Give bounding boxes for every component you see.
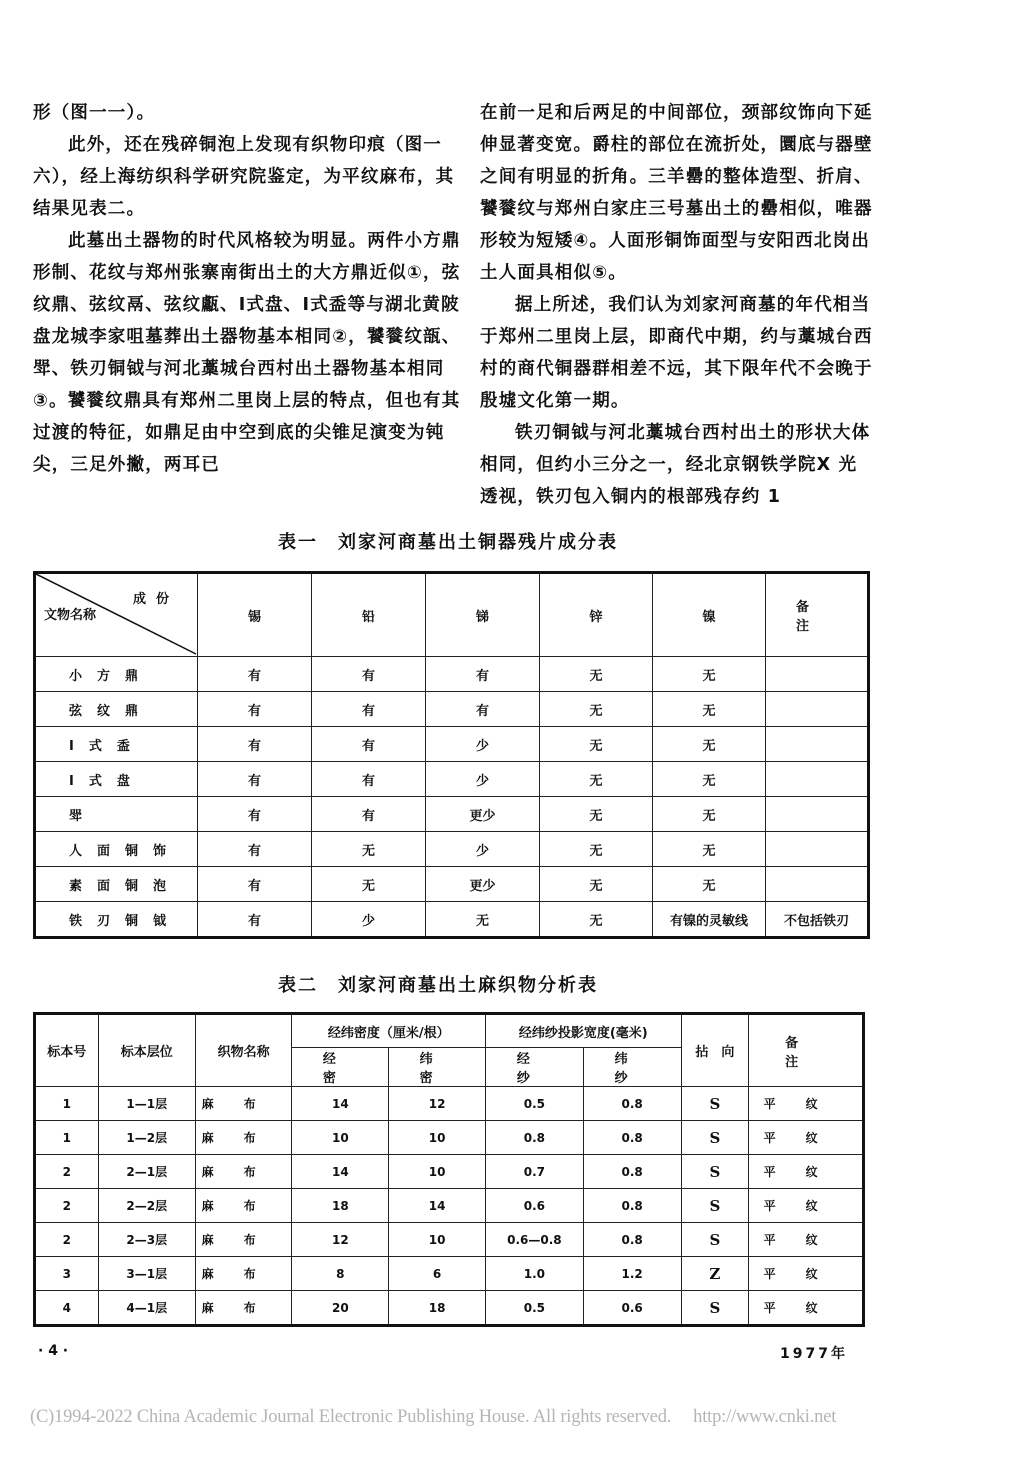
header-warp-yarn: 经 纱	[486, 1048, 584, 1087]
weft-density-cell: 6	[389, 1257, 486, 1291]
composition-table	[33, 571, 879, 939]
header-fabric: 织物名称	[195, 1014, 292, 1087]
notes-cell: 平纹	[749, 1257, 864, 1291]
specimen-no-cell: 2	[35, 1155, 99, 1189]
composition-cell: 无	[540, 727, 653, 762]
composition-cell: 无	[540, 867, 653, 902]
composition-cell: 有	[312, 797, 426, 832]
warp-yarn-cell: 0.7	[486, 1155, 584, 1189]
corner-column-label: 成份	[132, 592, 179, 607]
header-warp-density: 经 密	[292, 1048, 389, 1087]
header-specimen-no: 标本号	[35, 1014, 99, 1087]
issue-year: 1977年	[780, 1346, 848, 1362]
twist-cell: S	[681, 1087, 749, 1121]
table1-row	[35, 727, 869, 762]
artifact-name: 铁刃铜钺	[35, 902, 198, 938]
left-text-column	[33, 97, 467, 481]
warp-yarn-cell: 0.6	[486, 1189, 584, 1223]
twist-cell: S	[681, 1189, 749, 1223]
paragraph: 铁刃铜钺与河北藁城台西村出土的形状大体相同，但约小三分之一，经北京钢铁学院X 光透视，铁刃包入铜内的根部残存约 1	[480, 423, 871, 507]
weft-yarn-cell: 0.8	[583, 1087, 681, 1121]
composition-cell	[766, 762, 869, 797]
composition-cell: 不包括铁刃	[766, 902, 869, 938]
composition-cell: 无	[540, 797, 653, 832]
header-width-group: 经纬纱投影宽度(毫米)	[486, 1014, 682, 1048]
layer-cell: 2—3层	[98, 1223, 195, 1257]
twist-cell: Z	[681, 1257, 749, 1291]
layer-cell: 1—1层	[98, 1087, 195, 1121]
column-header: 锡	[198, 573, 312, 657]
composition-cell: 有	[198, 797, 312, 832]
composition-cell: 有	[198, 832, 312, 867]
specimen-no-cell: 1	[35, 1087, 99, 1121]
composition-cell: 有	[426, 657, 540, 692]
table2-title: 表二 刘家河商墓出土麻织物分析表	[278, 975, 598, 996]
layer-cell: 4—1层	[98, 1291, 195, 1326]
table1-row	[35, 867, 869, 902]
composition-cell	[766, 832, 869, 867]
warp-density-cell: 20	[292, 1291, 389, 1326]
composition-cell: 无	[653, 762, 766, 797]
composition-cell: 无	[540, 902, 653, 938]
composition-cell: 有	[312, 762, 426, 797]
table1-row	[35, 692, 869, 727]
table1-corner-header	[35, 573, 198, 657]
warp-yarn-cell: 0.8	[486, 1121, 584, 1155]
composition-cell: 无	[653, 657, 766, 692]
corner-row-label: 文物名称	[44, 608, 97, 623]
layer-cell: 2—2层	[98, 1189, 195, 1223]
paragraph: 形（图一一）。	[33, 103, 156, 123]
table1-row	[35, 832, 869, 867]
table2-row	[35, 1087, 864, 1121]
composition-cell: 无	[312, 867, 426, 902]
weft-yarn-cell: 0.6	[583, 1291, 681, 1326]
fabric-cell: 麻布	[195, 1189, 292, 1223]
column-header: 备 注	[766, 573, 869, 657]
header-weft-density: 纬 密	[389, 1048, 486, 1087]
composition-cell	[766, 727, 869, 762]
column-header: 铅	[312, 573, 426, 657]
table2-row	[35, 1257, 864, 1291]
notes-cell: 平纹	[749, 1189, 864, 1223]
column-header: 镍	[653, 573, 766, 657]
artifact-name: 素面铜泡	[35, 867, 198, 902]
twist-cell: S	[681, 1121, 749, 1155]
weft-yarn-cell: 0.8	[583, 1155, 681, 1189]
table1-row	[35, 797, 869, 832]
composition-cell	[766, 692, 869, 727]
fabric-cell: 麻布	[195, 1155, 292, 1189]
column-header: 锑	[426, 573, 540, 657]
warp-density-cell: 14	[292, 1155, 389, 1189]
warp-yarn-cell: 0.5	[486, 1291, 584, 1326]
composition-cell	[766, 797, 869, 832]
right-text-column	[480, 97, 874, 513]
composition-cell: 无	[540, 692, 653, 727]
fabric-cell: 麻布	[195, 1257, 292, 1291]
composition-cell: 有	[198, 657, 312, 692]
weft-density-cell: 14	[389, 1189, 486, 1223]
table2-row	[35, 1121, 864, 1155]
paragraph: 此外，还在残碎铜泡上发现有织物印痕（图一六），经上海纺织科学研究院鉴定，为平纹麻布，其结果见表二。	[33, 135, 455, 219]
notes-cell: 平纹	[749, 1155, 864, 1189]
composition-cell: 无	[540, 657, 653, 692]
specimen-no-cell: 4	[35, 1291, 99, 1326]
composition-cell: 无	[653, 832, 766, 867]
layer-cell: 2—1层	[98, 1155, 195, 1189]
header-twist: 拈 向	[681, 1014, 749, 1087]
composition-cell: 有	[312, 657, 426, 692]
layer-cell: 3—1层	[98, 1257, 195, 1291]
composition-cell: 有	[198, 867, 312, 902]
artifact-name: 斝	[35, 797, 198, 832]
fabric-cell: 麻布	[195, 1087, 292, 1121]
composition-cell: 少	[426, 762, 540, 797]
notes-cell: 平纹	[749, 1121, 864, 1155]
notes-cell: 平纹	[749, 1291, 864, 1326]
paragraph: 在前一足和后两足的中间部位，颈部纹饰向下延伸显著变宽。爵柱的部位在流折处，圜底与器壁之间有明显的折角。三羊罍的整体造型、折肩、饕餮纹与郑州白家庄三号墓出土的罍相似，唯器形较为短矮④。人面形铜饰面型与安阳西北岗出土人面具相似⑤。	[480, 103, 873, 283]
twist-cell: S	[681, 1291, 749, 1326]
weft-density-cell: 10	[389, 1223, 486, 1257]
composition-cell: 无	[653, 727, 766, 762]
fabric-cell: 麻布	[195, 1223, 292, 1257]
composition-cell: 无	[653, 797, 766, 832]
table2-row	[35, 1291, 864, 1326]
copyright-watermark	[30, 1407, 836, 1428]
warp-density-cell: 12	[292, 1223, 389, 1257]
composition-cell: 少	[426, 727, 540, 762]
header-density-group: 经纬密度（厘米/根）	[292, 1014, 486, 1048]
notes-cell: 平纹	[749, 1223, 864, 1257]
source-url: http://www.cnki.net	[693, 1407, 837, 1427]
specimen-no-cell: 2	[35, 1223, 99, 1257]
composition-cell: 无	[540, 762, 653, 797]
warp-yarn-cell: 1.0	[486, 1257, 584, 1291]
composition-cell: 无	[540, 832, 653, 867]
composition-cell: 更少	[426, 867, 540, 902]
page-number: · 4 ·	[38, 1343, 69, 1359]
composition-cell: 有	[198, 762, 312, 797]
composition-cell: 无	[426, 902, 540, 938]
weft-yarn-cell: 0.8	[583, 1121, 681, 1155]
notes-cell: 平纹	[749, 1087, 864, 1121]
composition-cell: 有	[312, 692, 426, 727]
composition-cell: 有镍的灵敏线	[653, 902, 766, 938]
composition-cell: 更少	[426, 797, 540, 832]
copyright-text: (C)1994-2022 China Academic Journal Electronic Publishing House. All rights reserved.	[30, 1407, 672, 1427]
column-header: 锌	[540, 573, 653, 657]
warp-yarn-cell: 0.5	[486, 1087, 584, 1121]
warp-yarn-cell: 0.6—0.8	[486, 1223, 584, 1257]
weft-yarn-cell: 1.2	[583, 1257, 681, 1291]
composition-cell: 有	[426, 692, 540, 727]
layer-cell: 1—2层	[98, 1121, 195, 1155]
weft-density-cell: 10	[389, 1121, 486, 1155]
composition-cell: 无	[312, 832, 426, 867]
artifact-name: Ⅰ式盘	[35, 762, 198, 797]
composition-cell: 少	[312, 902, 426, 938]
weft-yarn-cell: 0.8	[583, 1223, 681, 1257]
artifact-name: 小方鼎	[35, 657, 198, 692]
table2-row	[35, 1189, 864, 1223]
table1-row	[35, 902, 869, 938]
table1-row	[35, 657, 869, 692]
table2-row	[35, 1155, 864, 1189]
fabric-cell: 麻布	[195, 1121, 292, 1155]
composition-cell: 无	[653, 692, 766, 727]
header-layer: 标本层位	[98, 1014, 195, 1087]
textile-analysis-table	[33, 1012, 868, 1327]
composition-cell: 无	[653, 867, 766, 902]
warp-density-cell: 10	[292, 1121, 389, 1155]
weft-yarn-cell: 0.8	[583, 1189, 681, 1223]
composition-cell: 有	[198, 727, 312, 762]
composition-cell	[766, 657, 869, 692]
table1-header-row	[35, 573, 869, 657]
twist-cell: S	[681, 1155, 749, 1189]
fabric-cell: 麻布	[195, 1291, 292, 1326]
specimen-no-cell: 3	[35, 1257, 99, 1291]
warp-density-cell: 8	[292, 1257, 389, 1291]
composition-cell: 有	[312, 727, 426, 762]
artifact-name: 人面铜饰	[35, 832, 198, 867]
warp-density-cell: 18	[292, 1189, 389, 1223]
weft-density-cell: 10	[389, 1155, 486, 1189]
composition-cell: 少	[426, 832, 540, 867]
table1-row	[35, 762, 869, 797]
weft-density-cell: 18	[389, 1291, 486, 1326]
header-notes: 备 注	[749, 1014, 864, 1087]
table2-header-row	[35, 1014, 864, 1048]
table1-title: 表一 刘家河商墓出土铜器残片成分表	[278, 532, 618, 553]
composition-cell	[766, 867, 869, 902]
weft-density-cell: 12	[389, 1087, 486, 1121]
twist-cell: S	[681, 1223, 749, 1257]
paragraph: 此墓出土器物的时代风格较为明显。两件小方鼎形制、花纹与郑州张寨南街出土的大方鼎近似①，弦纹鼎、弦纹鬲、弦纹甗、Ⅰ式盘、Ⅰ式盉等与湖北黄陂盘龙城李家咀墓葬出土器物基本相同②，饕餮纹瓿、斝、铁刃铜钺与河北藁城台西村出土器物基本相同③。饕餮纹鼎具有郑州二里岗上层的特点，但也有其过渡的特征，如鼎足由中空到底的尖锥足演变为钝尖，三足外撇，两耳已	[33, 231, 461, 475]
header-weft-yarn: 纬 纱	[583, 1048, 681, 1087]
artifact-name: 弦纹鼎	[35, 692, 198, 727]
artifact-name: Ⅰ式盉	[35, 727, 198, 762]
table2-row	[35, 1223, 864, 1257]
specimen-no-cell: 2	[35, 1189, 99, 1223]
warp-density-cell: 14	[292, 1087, 389, 1121]
paragraph: 据上所述，我们认为刘家河商墓的年代相当于郑州二里岗上层，即商代中期，约与藁城台西村的商代铜器群相差不远，其下限年代不会晚于殷墟文化第一期。	[480, 295, 873, 411]
specimen-no-cell: 1	[35, 1121, 99, 1155]
composition-cell: 有	[198, 692, 312, 727]
composition-cell: 有	[198, 902, 312, 938]
